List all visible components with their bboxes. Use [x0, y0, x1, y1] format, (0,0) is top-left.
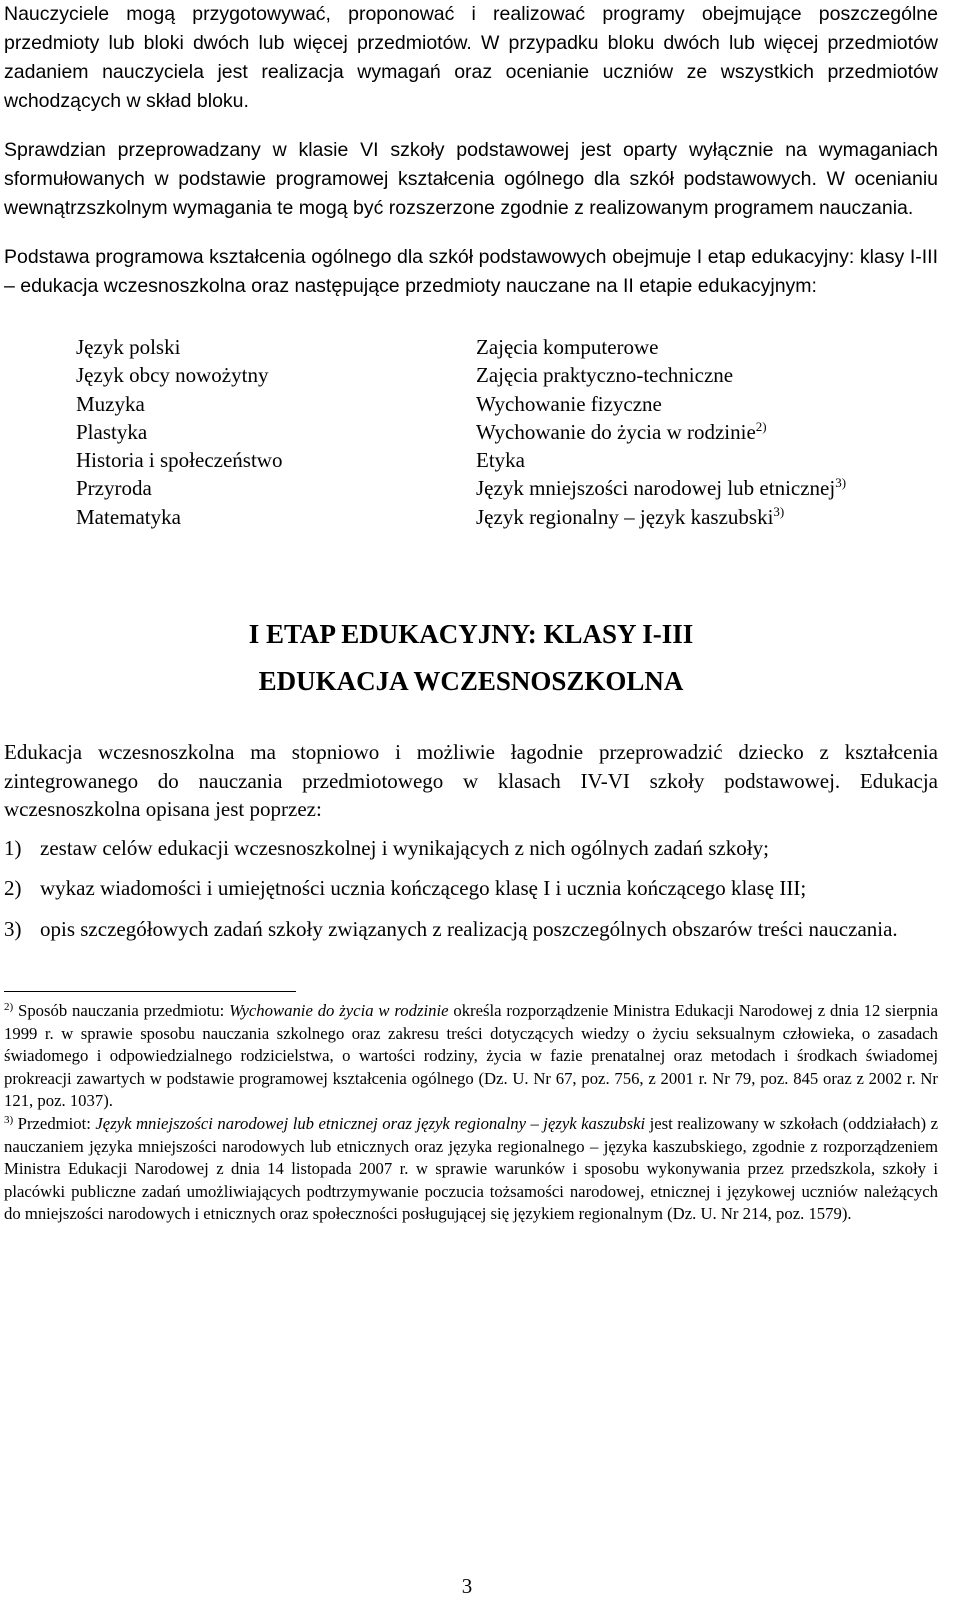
- subject-left: Muzyka: [76, 391, 145, 416]
- subject-left: Plastyka: [76, 419, 148, 444]
- paragraph-teachers-programs: Nauczyciele mogą przygotowywać, proponować i realizować programy obejmujące poszczególne przedmioty lub bloki dwóch lub więcej przedmiotów. W przypadku bloku dwóch lub więcej przedmiotów zadaniem nauczyciela jest realizacja wymagań oraz ocenianie uczniów ze wszystkich przedmiotów wchodzących w skład bloku.: [4, 3, 938, 112]
- list-item: [4, 874, 938, 903]
- list-item-number: 2): [4, 876, 22, 901]
- subjects-list: [76, 333, 938, 531]
- paragraph-curriculum: Podstawa programowa kształcenia ogólnego dla szkół podstawowych obejmuje I etap edukacyjny: klasy I-III – edukacja wczesnoszkolna oraz następujące przedmioty nauczane na II etapie edukacyjnym:: [4, 246, 938, 297]
- footnote-ref: 3): [835, 475, 847, 491]
- footnote-mark: 2): [4, 1001, 14, 1014]
- subject-right: [476, 503, 946, 531]
- subject-right: [476, 446, 946, 474]
- footnote-mark: 3): [4, 1114, 14, 1127]
- subject-right: [476, 418, 946, 446]
- page-number: 3: [461, 1574, 473, 1598]
- list-item: [4, 915, 938, 944]
- document-page: [4, 0, 938, 1226]
- list-item-number: 1): [4, 835, 22, 860]
- footnote-ref: 3): [773, 503, 785, 519]
- subject-left: Język polski: [76, 335, 181, 359]
- footnote-italic: Język mniejszości narodowej lub etnicznej oraz język regionalny – język kaszubski: [95, 1114, 646, 1134]
- subject-right: [476, 361, 946, 389]
- footnote-lead: Sposób nauczania przedmiotu:: [18, 1001, 230, 1021]
- subject-left: Język obcy nowożytny: [76, 363, 269, 388]
- list-item-text: opis szczegółowych zadań szkoły związanych z realizacją poszczególnych obszarów treści nauczania.: [40, 916, 898, 941]
- paragraph-exam: Sprawdzian przeprowadzany w klasie VI szkoły podstawowej jest oparty wyłącznie na wymaganiach sformułowanych w podstawie programowej kształcenia ogólnego dla szkół podstawowych. W ocenianiu wewnątrzszkolnym wymagania te mogą być rozszerzone zgodnie z realizowanym programem nauczania.: [4, 139, 938, 219]
- subject-left: Przyroda: [76, 476, 152, 501]
- footnote-text: jest realizowany w szkołach (oddziałach) z nauczaniem języka mniejszości narodowych lub etnicznych oraz języka regionalnego – języka kaszubskiego, zgodnie z rozporządzeniem Ministra Edukacji Narodowej z dnia 14 listopada 2007 r. w sprawie warunków i sposobu wykonywania przez przedszkola, szkoły i placówki publiczne zadań umożliwiających podtrzymywanie poczucia tożsamości narodowej, etnicznej i językowej uczniów należących do mniejszości narodowych i etnicznych oraz społeczności posługującej się językiem regionalnym (Dz. U. Nr 214, poz. 1579).: [4, 1114, 938, 1224]
- list-item-number: 3): [4, 916, 22, 941]
- numbered-list: [4, 834, 938, 944]
- list-item-text: zestaw celów edukacji wczesnoszkolnej i wynikających z nich ogólnych zadań szkoły;: [40, 835, 769, 860]
- subject-right-text: Język mniejszości narodowej lub etnicznej: [476, 476, 836, 501]
- subject-right-text: Etyka: [476, 448, 525, 473]
- footnote-italic: Wychowanie do życia w rodzinie: [229, 1001, 449, 1021]
- list-item-text: wykaz wiadomości i umiejętności ucznia kończącego klasę I i ucznia kończącego klasę III;: [40, 876, 807, 901]
- section-subheading: EDUKACJA WCZESNOSZKOLNA: [258, 666, 684, 697]
- subject-right: [476, 333, 946, 361]
- subject-right: [476, 474, 946, 502]
- footnote-ref: 2): [755, 418, 767, 434]
- paragraph-early-education: Edukacja wczesnoszkolna ma stopniowo i możliwie łagodnie przeprowadzić dziecko z kształcenia zintegrowanego do nauczania przedmiotowego w klasach IV-VI szkoły podstawowej. Edukacja wczesnoszkolna opisana jest poprzez:: [4, 740, 938, 822]
- subject-left: Historia i społeczeństwo: [76, 448, 283, 473]
- footnote-2: [4, 1000, 938, 1113]
- subject-right-text: Wychowanie fizyczne: [476, 391, 662, 416]
- footnotes: [4, 1000, 938, 1226]
- footnote-lead: Przedmiot:: [17, 1114, 96, 1134]
- subject-right-text: Język regionalny – język kaszubski: [476, 504, 774, 529]
- list-item: [4, 834, 938, 863]
- footnote-separator: [4, 991, 296, 992]
- footnote-text: określa rozporządzenie Ministra Edukacji Narodowej z dnia 12 sierpnia 1999 r. w sprawie sposobu nauczania szkolnego oraz zakresu treści dotyczących wiedzy o życiu seksualnym człowieka, o zasadach świadomego i odpowiedzialnego rodzicielstwa, o wartości rodziny, życia w fazie prenatalnej oraz metodach i środkach świadomej prokreacji zawartych w podstawie programowej kształcenia ogólnego (Dz. U. Nr 67, poz. 756, z 2001 r. Nr 79, poz. 845 oraz z 2002 r. Nr 121, poz. 1037).: [4, 1001, 939, 1111]
- subject-right-text: Wychowanie do życia w rodzinie: [476, 419, 756, 444]
- section-heading: I ETAP EDUKACYJNY: KLASY I-III: [248, 619, 694, 650]
- subject-left: Matematyka: [76, 504, 181, 529]
- subject-right-text: Zajęcia praktyczno-techniczne: [476, 363, 734, 388]
- subject-right: [476, 390, 946, 418]
- footnote-3: [4, 1113, 938, 1226]
- subject-right-text: Zajęcia komputerowe: [476, 335, 659, 359]
